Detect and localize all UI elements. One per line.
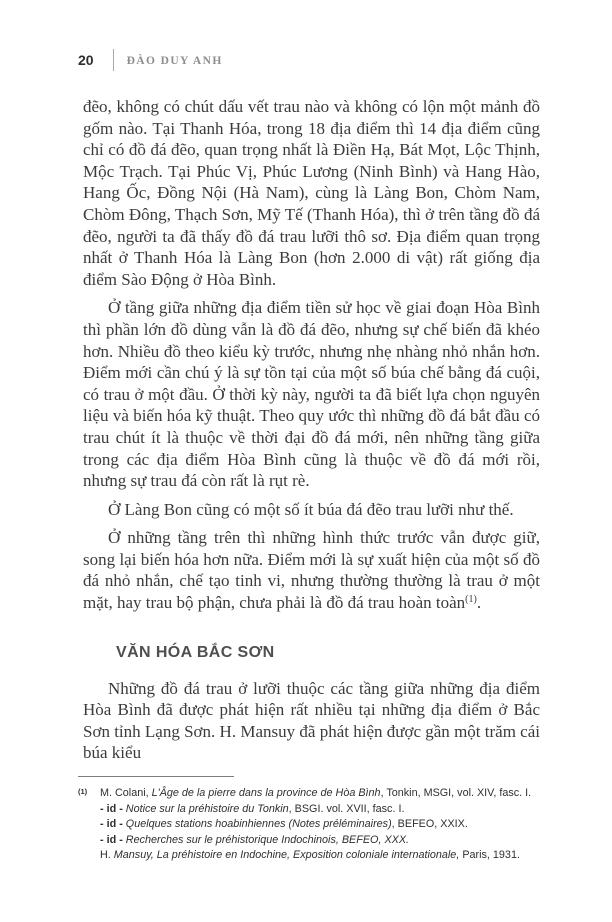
footnote-text: - id - <box>100 818 126 831</box>
paragraph: Những đồ đá trau ở lưỡi thuộc các tầng giữa những địa điểm Hòa Bình đã được phát hiện rất nhiều tại những địa điểm ở Bắc Sơn tỉnh Lạng Sơn. H. Mansuy đã phát hiện được gần một trăm cái búa kiểu <box>83 678 540 763</box>
footnote-text: - id - <box>100 802 126 815</box>
header-divider <box>113 49 114 71</box>
paragraph-text: . <box>476 593 482 613</box>
footnote-text: , BEFEO, XXIX. <box>391 818 468 831</box>
paragraph <box>83 527 540 613</box>
footnote-text: , Tonkin, MSGI, vol. XIV, fasc. I. <box>380 787 532 800</box>
running-title: ĐÀO DUY ANH <box>126 55 223 67</box>
page-header <box>0 0 612 72</box>
footnotes <box>0 786 612 864</box>
footnote-line <box>78 833 552 849</box>
footnote-line <box>78 802 552 818</box>
paragraph-text: Ở những tầng trên thì những hình thức trước vẫn được giữ, song lại biến hóa hơn nữa. Điểm mới là sự xuất hiện của một số đồ đá nhỏ nhắn, chế tạo tinh vi, nhưng thường thường là trau ở một mặt, hay trau bộ phận, chưa phải là đồ đá trau hoàn toàn <box>83 528 540 613</box>
footnote-text: , BSGI. vol. XVII, fasc. I. <box>288 802 405 815</box>
footnote-separator <box>78 776 234 777</box>
footnote-title: Mansuy, La préhistoire en Indochine, Exposition coloniale internationale, <box>113 849 460 862</box>
footnote-text: - id - <box>100 833 126 846</box>
page-number: 20 <box>78 52 94 68</box>
footnote-text: Paris, 1931. <box>459 849 520 862</box>
footnote-line <box>78 817 552 833</box>
footnote-title: Recherches sur le préhistorique Indochinois, BEFEO, XXX. <box>125 833 410 846</box>
footnote-marker: (1) <box>78 787 88 797</box>
footnote-line <box>78 786 552 802</box>
footnote-text: M. Colani, <box>100 787 152 800</box>
footnote-line <box>78 848 552 864</box>
footnote-title: L'Âge de la pierre dans la province de Hòa Bình <box>151 787 381 800</box>
paragraph: Ở tầng giữa những địa điểm tiền sử học về giai đoạn Hòa Bình thì phần lớn đồ dùng vẫn là đồ đá đẽo, nhưng sự chế biến đã khéo hơn. Nhiều đồ theo kiểu kỳ trước, nhưng nhẹ nhàng nhỏ nhắn hơn. Điểm mới cần chú ý là sự tồn tại của một số búa chế bằng đá cuội, có trau ở một đầu. Ở thời kỳ này, người ta đã biết lựa chọn nguyên liệu và biến hóa kỹ thuật. Theo quy ước thì những đồ đá bắt đầu có trau chút ít là thuộc về thời đại đồ đá mới, nên những tầng giữa trong các địa điểm Hòa Bình cũng là thuộc về đồ đá mới rồi, nhưng sự trau đá còn rất là rụt rè. <box>83 298 540 491</box>
footnote-reference: (1) <box>465 594 477 606</box>
paragraph: đẽo, không có chút dấu vết trau nào và không có lộn một mảnh đồ gốm nào. Tại Thanh Hóa, trong 18 địa điểm thì 14 địa điểm cũng chỉ có đồ đá đẽo, quan trọng nhất là Điền Hạ, Bát Mọt, Lộc Thịnh, Mộc Trạch. Tại Phúc Vị, Phúc Lương (Ninh Bình) và Hang Hào, Hang Ốc, Đồng Nội (Hà Nam), cùng là Làng Bon, Chòm Nam, Chòm Đông, Thạch Sơn, Mỹ Tế (Thanh Hóa), thì ở trên tầng đồ đá đẽo, người ta đã thấy đồ đá trau lưỡi thô sơ. Địa điểm quan trọng nhất ở Thanh Hóa là Làng Bon (hơn 2.000 di vật) rất giống địa điểm Sào Động ở Hòa Bình. <box>83 97 540 289</box>
footnote-title: Quelques stations hoabinhiennes (Notes préléminaires) <box>125 818 392 831</box>
section-heading: VĂN HÓA BẮC SƠN <box>116 643 275 661</box>
footnote-title: Notice sur la préhistoire du Tonkin <box>125 802 289 815</box>
page-body <box>0 72 612 764</box>
paragraph: Ở Làng Bon cũng có một số ít búa đá đẽo trau lưỡi như thế. <box>108 499 514 519</box>
footnote-text: H. <box>100 849 114 862</box>
